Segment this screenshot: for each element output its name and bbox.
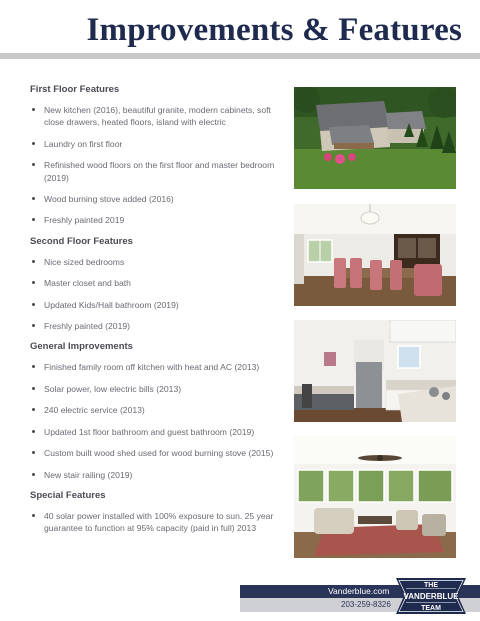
general-improvements-list	[30, 361, 286, 480]
dining-room-photo	[294, 204, 456, 306]
special-features-list	[30, 510, 286, 535]
list-item: Updated 1st floor bathroom and guest bathroom (2019)	[30, 426, 286, 438]
section-heading-second-floor: Second Floor Features	[30, 235, 133, 247]
list-item: Solar power, low electric bills (2013)	[30, 383, 286, 395]
list-item: New stair railing (2019)	[30, 469, 286, 481]
features-list	[30, 84, 286, 544]
vanderblue-team-logo	[396, 575, 466, 617]
list-item: Laundry on first floor	[30, 138, 286, 150]
list-item: Finished family room off kitchen with heat and AC (2013)	[30, 361, 286, 373]
list-item: 40 solar power installed with 100% exposure to sun. 25 year guarantee to function at 95% capacity (paid in full) 2013	[30, 510, 286, 535]
section-heading-general: General Improvements	[30, 341, 133, 353]
footer-phone: 203-259-8326	[341, 600, 391, 609]
title-divider	[0, 53, 480, 59]
sunroom-photo	[294, 436, 456, 558]
second-floor-list	[30, 256, 286, 333]
list-item: Custom built wood shed used for wood burning stove (2015)	[30, 447, 286, 459]
list-item: Nice sized bedrooms	[30, 256, 286, 268]
kitchen-photo	[294, 320, 456, 422]
list-item: 240 electric service (2013)	[30, 404, 286, 416]
logo-line-2: VANDERBLUE	[403, 592, 459, 601]
list-item: Updated Kids/Hall bathroom (2019)	[30, 299, 286, 311]
section-heading-first-floor: First Floor Features	[30, 84, 120, 95]
page-title: Improvements & Features	[86, 12, 462, 48]
aerial-house-photo	[294, 87, 456, 189]
footer-website[interactable]: Vanderblue.com	[328, 586, 390, 596]
list-item: Master closet and bath	[30, 277, 286, 289]
logo-line-3: TEAM	[421, 605, 441, 612]
list-item: Freshly painted (2019)	[30, 320, 286, 332]
list-item: Wood burning stove added (2016)	[30, 193, 286, 205]
section-heading-special: Special Features	[30, 489, 106, 501]
logo-line-1: THE	[424, 582, 438, 589]
list-item: Freshly painted 2019	[30, 214, 286, 226]
list-item: New kitchen (2016), beautiful granite, modern cabinets, soft close drawers, heated floors, island with electric	[30, 104, 286, 129]
first-floor-list	[30, 104, 286, 227]
list-item: Refinished wood floors on the first floor and master bedroom (2019)	[30, 159, 286, 184]
